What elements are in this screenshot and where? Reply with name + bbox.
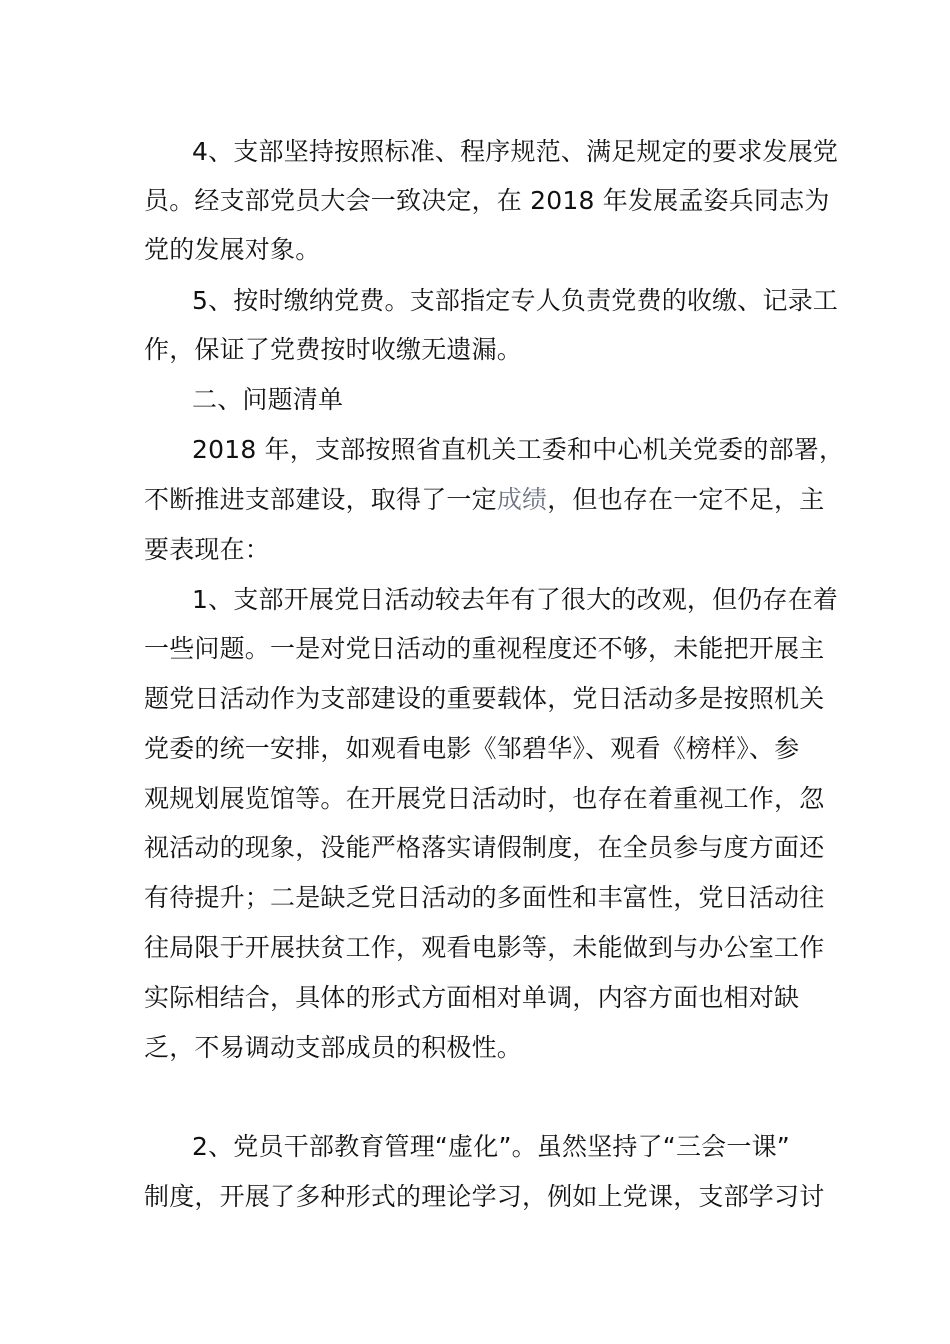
paragraph-line: 党委的统一安排，如观看电影《邹碧华》、观看《榜样》、参 — [144, 734, 800, 763]
paragraph-line: 员。经支部党员大会一致决定，在 2018 年发展孟姿兵同志为 — [144, 186, 830, 215]
section-heading: 二、问题清单 — [192, 385, 344, 414]
paragraph-line: 2、党员干部教育管理“虚化”。虽然坚持了“三会一课” — [192, 1132, 790, 1161]
paragraph-line — [144, 485, 824, 515]
paragraph-line: 制度，开展了多种形式的理论学习，例如上党课，支部学习讨 — [144, 1182, 825, 1211]
paragraph-line: 题党日活动作为支部建设的重要载体，党日活动多是按照机关 — [144, 684, 825, 713]
paragraph-line: 视活动的现象，没能严格落实请假制度，在全员参与度方面还 — [144, 833, 825, 862]
paragraph-line: 2018 年，支部按照省直机关工委和中心机关党委的部署， — [192, 435, 845, 464]
paragraph-line: 1、支部开展党日活动较去年有了很大的改观，但仍存在着 — [192, 585, 839, 614]
paragraph-line: 有待提升；二是缺乏党日活动的多面性和丰富性，党日活动往 — [144, 883, 825, 912]
paragraph-line: 要表现在： — [144, 535, 271, 564]
paragraph-line: 作，保证了党费按时收缴无遗漏。 — [144, 335, 523, 364]
paragraph-line: 一些问题。一是对党日活动的重视程度还不够，未能把开展主 — [144, 634, 825, 663]
paragraph-line: 乏，不易调动支部成员的积极性。 — [144, 1033, 523, 1062]
highlighted-word: 成绩 — [496, 485, 548, 514]
paragraph-line: 往局限于开展扶贫工作，观看电影等，未能做到与办公室工作 — [144, 933, 825, 962]
paragraph-line: 4、支部坚持按照标准、程序规范、满足规定的要求发展党 — [192, 137, 839, 166]
paragraph-line: 观规划展览馆等。在开展党日活动时，也存在着重视工作，忽 — [144, 784, 825, 813]
paragraph-text: 不断推进支部建设，取得了一定 — [144, 485, 497, 514]
paragraph-text: ，但也存在一定不足，主 — [547, 485, 825, 514]
paragraph-line: 5、按时缴纳党费。支部指定专人负责党费的收缴、记录工 — [192, 286, 839, 315]
paragraph-line: 党的发展对象。 — [144, 235, 321, 264]
paragraph-line: 实际相结合，具体的形式方面相对单调，内容方面也相对缺 — [144, 983, 800, 1012]
